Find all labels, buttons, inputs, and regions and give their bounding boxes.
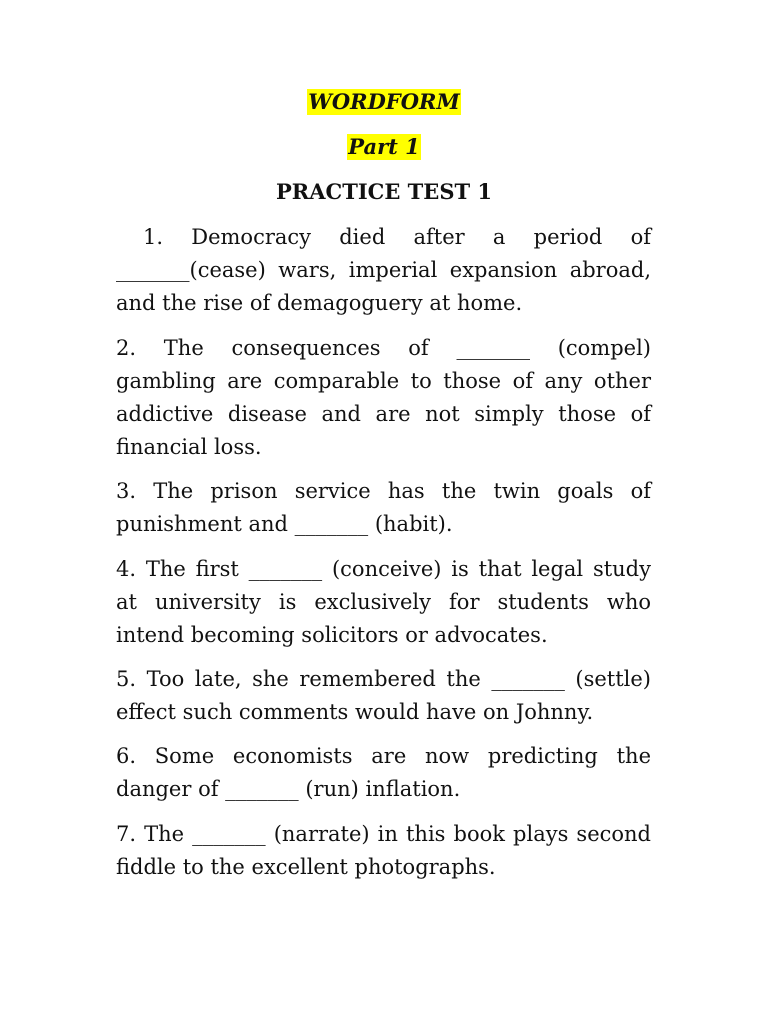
question-6: 6. Some economists are now predicting the danger of _______ (run) inflation. (116, 744, 651, 801)
question-4: 4. The first _______ (conceive) is that legal study at university is exclusively for students who intend becoming solicitors or advocates. (116, 557, 651, 647)
part-text: Part 1 (348, 134, 420, 159)
question-5: 5. Too late, she remembered the _______ (settle) effect such comments would have on Johnny. (116, 667, 651, 724)
test-title-text: PRACTICE TEST 1 (275, 179, 493, 204)
title-text: WORDFORM (308, 89, 460, 114)
question-1: 1. Democracy died after a period of _______(cease) wars, imperial expansion abroad, and the rise of demagoguery at home. (116, 225, 651, 315)
question-2: 2. The consequences of _______ (compel) gambling are comparable to those of any other addictive disease and are not simply those of financial loss. (116, 336, 651, 459)
part-heading (0, 134, 768, 160)
test-heading (0, 179, 768, 205)
question-3: 3. The prison service has the twin goals of punishment and _______ (habit). (116, 479, 651, 536)
title-heading (0, 89, 768, 115)
question-7: 7. The _______ (narrate) in this book plays second fiddle to the excellent photographs. (116, 822, 651, 879)
